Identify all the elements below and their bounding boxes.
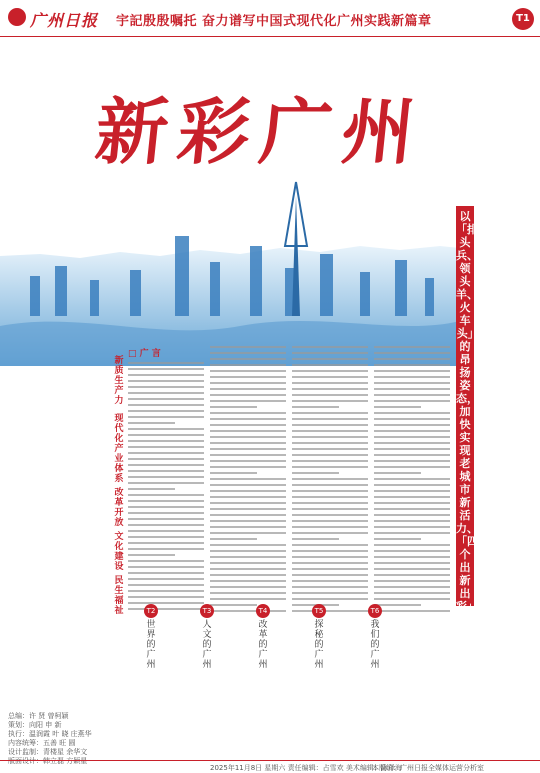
- text-line: [128, 560, 204, 562]
- article-column: [210, 346, 286, 612]
- text-line: [292, 586, 368, 588]
- page-number-badge: T1: [512, 8, 534, 30]
- index-item[interactable]: [194, 604, 220, 670]
- text-line: [292, 526, 368, 528]
- text-line: [210, 376, 286, 378]
- article-column: [128, 346, 204, 612]
- text-line: [210, 442, 286, 444]
- text-line: [374, 544, 450, 546]
- index-item[interactable]: [138, 604, 164, 670]
- footer-date-editors: 2025年11月8日 星期六 责任编辑：占雪欢 美术编辑：陈泽海: [210, 764, 402, 772]
- text-line: [374, 490, 450, 492]
- text-line: [374, 586, 450, 588]
- staff-credits: [8, 712, 108, 766]
- text-line: [292, 406, 339, 408]
- text-line: [292, 412, 368, 414]
- text-line: [374, 466, 450, 468]
- text-line: [128, 518, 204, 520]
- text-line: [374, 484, 450, 486]
- text-line: [374, 562, 450, 564]
- text-line: [374, 418, 450, 420]
- text-line: [128, 572, 204, 574]
- text-line: [292, 352, 368, 354]
- text-line: [210, 400, 286, 402]
- text-line: [374, 478, 450, 480]
- text-line: [210, 508, 286, 510]
- text-line: [128, 368, 204, 370]
- text-line: [128, 524, 204, 526]
- text-line: [292, 478, 368, 480]
- text-line: [292, 442, 368, 444]
- text-line: [374, 448, 450, 450]
- text-line: [374, 520, 450, 522]
- text-line: [128, 386, 204, 388]
- text-line: [292, 490, 368, 492]
- text-line: [292, 460, 368, 462]
- text-line: [128, 374, 204, 376]
- text-line: [128, 590, 204, 592]
- text-line: [374, 370, 450, 372]
- section-label: 现代化产业体系: [114, 414, 124, 484]
- text-line: [210, 358, 286, 360]
- side-banner-text: 以「排头兵、领头羊、火车头」的昂扬姿态，加快实现老城市新活力、「四个出新出彩」: [456, 210, 478, 613]
- text-line: [128, 506, 204, 508]
- feature-title: 新彩广州: [91, 89, 429, 174]
- text-line: [292, 532, 368, 534]
- index-page-number: T6: [368, 604, 382, 618]
- page-footer: [0, 760, 540, 773]
- text-line: [292, 346, 368, 348]
- text-line: [292, 520, 368, 522]
- text-line: [210, 490, 286, 492]
- index-page-number: T5: [312, 604, 326, 618]
- text-line: [210, 364, 286, 366]
- text-line: [128, 500, 204, 502]
- text-line: [374, 556, 450, 558]
- text-line: [292, 538, 339, 540]
- credit-line: 执行：温润霞 叶 晓 庄燕华: [8, 730, 92, 738]
- text-line: [128, 416, 204, 418]
- text-line: [128, 446, 204, 448]
- text-line: [128, 542, 204, 544]
- masthead-headline: 宇記殷殷嘱托 奋力谱写中国式现代化广州实践新篇章: [116, 14, 432, 29]
- index-item[interactable]: [250, 604, 276, 670]
- text-line: [374, 376, 450, 378]
- text-line: [128, 362, 204, 364]
- text-line: [374, 514, 450, 516]
- section-label: 文化建设: [114, 532, 124, 572]
- text-line: [128, 422, 175, 424]
- index-item[interactable]: [306, 604, 332, 670]
- index-title: 我们的广州: [370, 620, 380, 670]
- text-line: [128, 536, 204, 538]
- section-labels: [112, 356, 126, 616]
- text-line: [128, 410, 204, 412]
- text-line: [292, 484, 368, 486]
- text-line: [292, 382, 368, 384]
- text-line: [210, 346, 286, 348]
- text-line: [292, 550, 368, 552]
- text-line: [210, 544, 286, 546]
- text-line: [128, 584, 204, 586]
- newspaper-logo: 广州日报: [30, 11, 99, 30]
- text-line: [210, 388, 286, 390]
- text-line: [292, 574, 368, 576]
- text-line: [210, 598, 286, 600]
- text-line: [210, 430, 286, 432]
- text-line: [128, 482, 204, 484]
- index-page-number: T2: [144, 604, 158, 618]
- credit-line: 设计监制：青楼星 余华文: [8, 748, 88, 756]
- text-line: [210, 526, 286, 528]
- text-line: [374, 526, 450, 528]
- text-line: [374, 382, 450, 384]
- text-line: [210, 412, 286, 414]
- text-line: [128, 578, 204, 580]
- section-label: 民生福祉: [114, 576, 124, 616]
- text-line: [210, 514, 286, 516]
- text-line: [374, 508, 450, 510]
- text-line: [374, 352, 450, 354]
- text-line: [292, 592, 368, 594]
- text-line: [210, 556, 286, 558]
- text-line: [292, 418, 368, 420]
- text-line: [292, 472, 339, 474]
- text-line: [374, 532, 450, 534]
- text-line: [292, 424, 368, 426]
- text-line: [128, 476, 204, 478]
- text-line: [128, 548, 204, 550]
- side-banner: [456, 206, 478, 613]
- text-line: [210, 550, 286, 552]
- credit-line: 版面设计：韩立磊 方颖星: [8, 757, 88, 765]
- text-line: [292, 544, 368, 546]
- text-line: [292, 454, 368, 456]
- city-skyline-illustration: [0, 176, 460, 366]
- text-line: [374, 400, 450, 402]
- text-line: [292, 598, 368, 600]
- text-line: [128, 530, 204, 532]
- text-line: [292, 466, 368, 468]
- text-line: [374, 394, 450, 396]
- text-line: [374, 550, 450, 552]
- text-line: [292, 562, 368, 564]
- index-title: 世界的广州: [146, 620, 156, 670]
- credit-line: 内容统筹：五善 旺 圆: [8, 739, 76, 747]
- text-line: [374, 430, 450, 432]
- text-line: [210, 352, 286, 354]
- index-item[interactable]: [362, 604, 388, 670]
- text-line: [210, 424, 286, 426]
- text-line: [374, 496, 450, 498]
- text-line: [128, 434, 204, 436]
- text-line: [374, 358, 450, 360]
- text-line: [128, 392, 204, 394]
- text-line: [374, 580, 450, 582]
- text-line: [292, 370, 368, 372]
- text-line: [128, 512, 204, 514]
- text-line: [210, 586, 286, 588]
- section-index: [138, 604, 418, 696]
- text-line: [374, 424, 450, 426]
- text-line: [210, 406, 257, 408]
- text-line: [210, 370, 286, 372]
- article-byline: □ 广 言: [128, 349, 161, 359]
- text-line: [292, 394, 368, 396]
- text-line: [128, 380, 204, 382]
- text-line: [210, 460, 286, 462]
- text-line: [292, 430, 368, 432]
- text-line: [374, 442, 450, 444]
- text-line: [128, 554, 175, 556]
- credit-line: 总编：许 贤 曾柯颖: [8, 712, 69, 720]
- text-line: [210, 466, 286, 468]
- text-line: [210, 592, 286, 594]
- text-line: [292, 400, 368, 402]
- text-line: [210, 472, 257, 474]
- text-line: [128, 398, 204, 400]
- index-title: 改革的广州: [258, 620, 268, 670]
- text-line: [210, 382, 286, 384]
- text-line: [210, 520, 286, 522]
- text-line: [374, 412, 450, 414]
- article-column: [292, 346, 368, 612]
- text-line: [128, 458, 204, 460]
- feature-article: [128, 346, 448, 612]
- text-line: [292, 364, 368, 366]
- text-line: [210, 478, 286, 480]
- text-line: [128, 428, 204, 430]
- text-line: [292, 508, 368, 510]
- text-line: [128, 488, 175, 490]
- text-line: [374, 538, 421, 540]
- text-line: [374, 454, 450, 456]
- text-line: [128, 494, 204, 496]
- text-line: [292, 376, 368, 378]
- article-column: [374, 346, 450, 612]
- text-line: [374, 502, 450, 504]
- text-line: [374, 568, 450, 570]
- text-line: [210, 436, 286, 438]
- logo-icon: [8, 8, 26, 26]
- text-line: [374, 364, 450, 366]
- text-line: [292, 496, 368, 498]
- index-page-number: T4: [256, 604, 270, 618]
- text-line: [128, 404, 204, 406]
- text-line: [210, 496, 286, 498]
- masthead: [0, 0, 540, 37]
- text-line: [292, 556, 368, 558]
- text-line: [210, 502, 286, 504]
- text-line: [128, 464, 204, 466]
- text-line: [210, 538, 257, 540]
- text-line: [210, 562, 286, 564]
- text-line: [128, 452, 204, 454]
- text-line: [210, 574, 286, 576]
- section-label: 新质生产力: [114, 356, 124, 406]
- text-line: [374, 574, 450, 576]
- text-line: [210, 418, 286, 420]
- text-line: [292, 358, 368, 360]
- text-line: [210, 448, 286, 450]
- text-line: [210, 394, 286, 396]
- text-line: [374, 406, 421, 408]
- text-line: [374, 460, 450, 462]
- text-line: [292, 448, 368, 450]
- credit-line: 策划：向阳 申 新: [8, 721, 62, 729]
- text-line: [374, 598, 450, 600]
- text-line: [292, 568, 368, 570]
- footer-contact: 本版统：广州日报全媒体运营分析室: [372, 764, 484, 772]
- text-line: [292, 580, 368, 582]
- index-title: 探秘的广州: [314, 620, 324, 670]
- index-page-number: T3: [200, 604, 214, 618]
- text-line: [292, 502, 368, 504]
- text-line: [128, 470, 204, 472]
- text-line: [374, 592, 450, 594]
- text-line: [128, 596, 204, 598]
- text-line: [210, 454, 286, 456]
- text-line: [374, 388, 450, 390]
- text-line: [210, 484, 286, 486]
- text-line: [210, 532, 286, 534]
- index-title: 人文的广州: [202, 620, 212, 670]
- text-line: [210, 580, 286, 582]
- text-line: [374, 346, 450, 348]
- text-line: [128, 566, 204, 568]
- text-line: [374, 436, 450, 438]
- text-line: [292, 514, 368, 516]
- section-label: 改革开放: [114, 488, 124, 528]
- text-line: [292, 388, 368, 390]
- text-line: [210, 568, 286, 570]
- text-line: [128, 440, 204, 442]
- text-line: [292, 436, 368, 438]
- text-line: [374, 472, 421, 474]
